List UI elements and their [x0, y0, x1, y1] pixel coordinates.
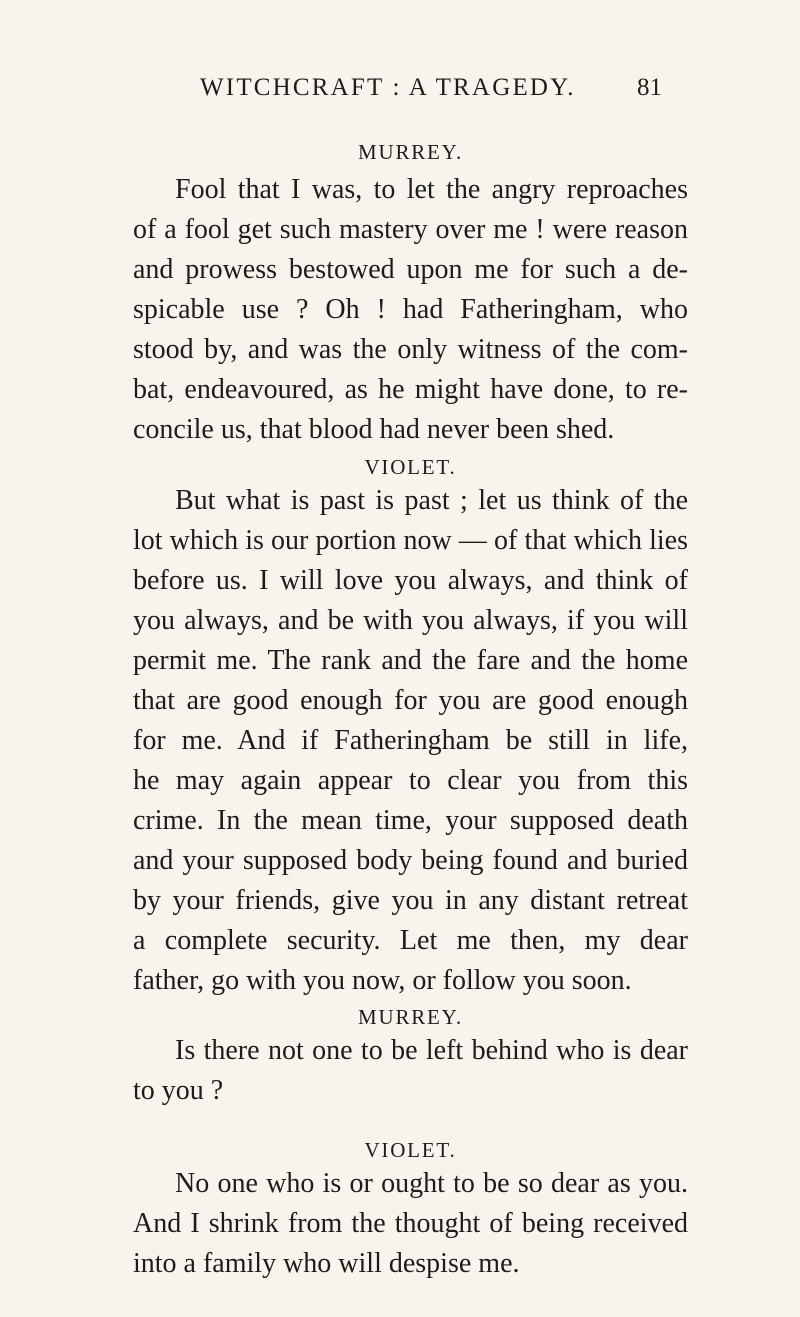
speaker-name: MURREY.	[358, 140, 463, 164]
speech-line: stood by, and was the only witness of the com-	[133, 334, 688, 365]
speech-violet-2	[133, 1138, 688, 1284]
speech-murrey-1	[133, 140, 688, 450]
speech-line: concile us, that blood had never been shed.	[133, 414, 615, 445]
speech-line: No one who is or ought to be so dear as you.	[175, 1168, 688, 1199]
speech-line: father, go with you now, or follow you soon.	[133, 965, 632, 996]
speech-line: crime. In the mean time, your supposed death	[133, 805, 688, 836]
speech-murrey-2	[133, 1005, 688, 1111]
speech-line: permit me. The rank and the fare and the home	[133, 645, 688, 676]
speech-line: and your supposed body being found and buried	[133, 845, 688, 876]
speech-line: bat, endeavoured, as he might have done, to re-	[133, 374, 688, 405]
speaker-name: VIOLET.	[364, 1138, 457, 1162]
speaker-name: MURREY.	[358, 1005, 463, 1029]
speech-line: And I shrink from the thought of being received	[133, 1208, 688, 1239]
running-head	[200, 74, 662, 114]
speech-line: to you ?	[133, 1075, 224, 1106]
speech-line: for me. And if Fatheringham be still in life,	[133, 725, 688, 756]
speech-violet-1	[133, 455, 688, 1001]
speech-line: before us. I will love you always, and think of	[133, 565, 688, 596]
speech-line: a complete security. Let me then, my dear	[133, 925, 688, 956]
speech-line: spicable use ? Oh ! had Fatheringham, who	[133, 294, 688, 325]
speech-line: and prowess bestowed upon me for such a de-	[133, 254, 688, 285]
speech-line: Is there not one to be left behind who is dear	[175, 1035, 688, 1066]
speech-line: that are good enough for you are good enough	[133, 685, 688, 716]
speech-line: you always, and be with you always, if you will	[133, 605, 688, 636]
speech-line: into a family who will despise me.	[133, 1248, 520, 1279]
speaker-name: VIOLET.	[364, 455, 457, 479]
page-number: 81	[637, 74, 662, 101]
speech-line: lot which is our portion now — of that which lies	[133, 525, 688, 556]
speech-line: But what is past is past ; let us think of the	[175, 485, 688, 516]
speech-line: by your friends, give you in any distant retreat	[133, 885, 688, 916]
speech-line: of a fool get such mastery over me ! were reason	[133, 214, 688, 245]
speech-line: he may again appear to clear you from this	[133, 765, 688, 796]
running-title: WITCHCRAFT : A TRAGEDY.	[200, 74, 576, 101]
speech-line: Fool that I was, to let the angry reproaches	[175, 174, 688, 205]
